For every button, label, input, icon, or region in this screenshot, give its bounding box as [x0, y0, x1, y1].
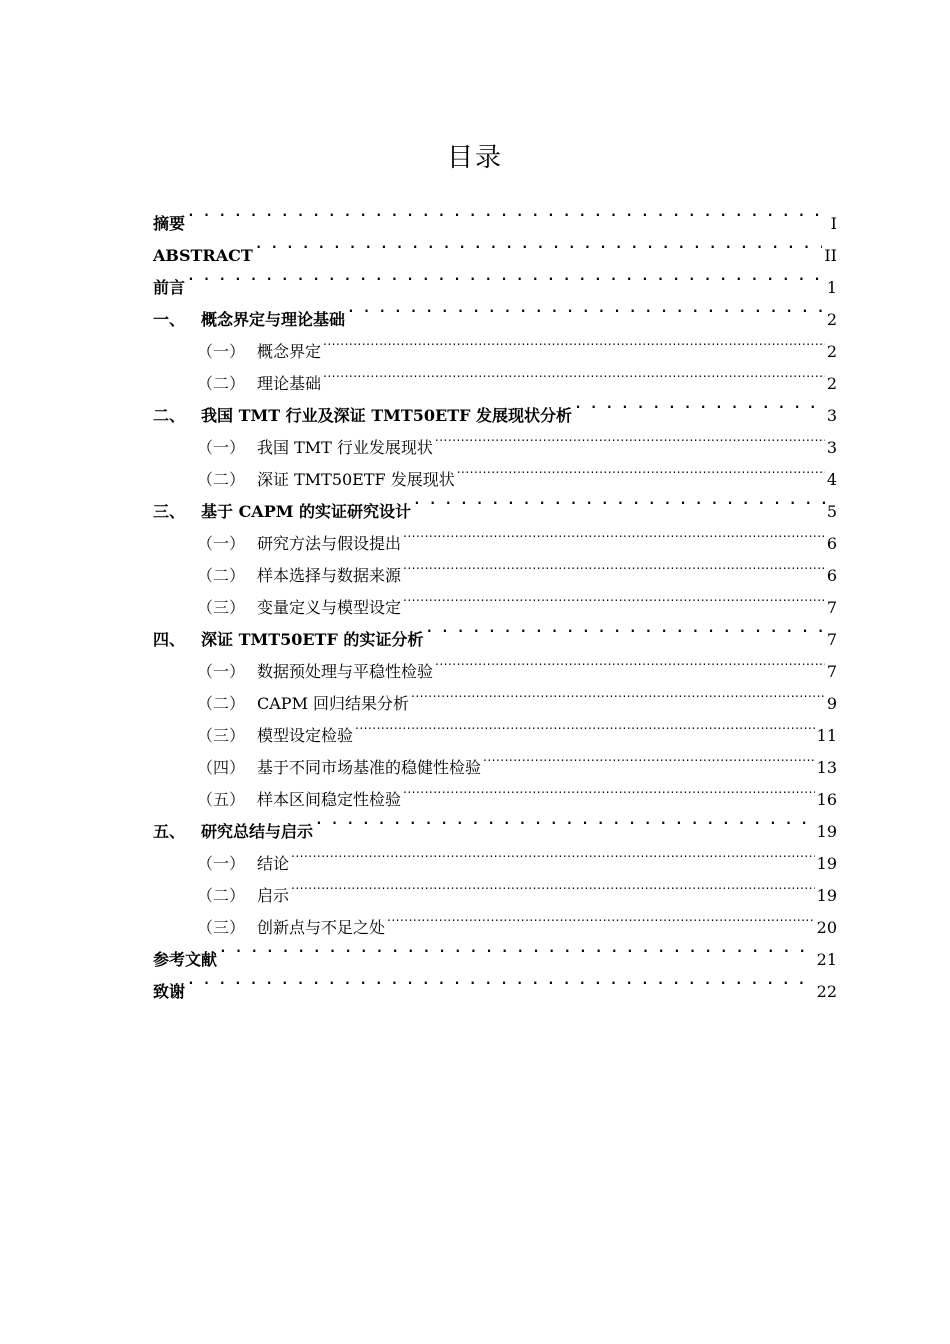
toc-dot-leader	[403, 549, 825, 581]
toc-entry-number: 五、	[153, 822, 186, 841]
toc-entry-number: （二）	[197, 374, 246, 393]
toc-entry-number: （二）	[197, 886, 246, 905]
toc-entry-page-number: 19	[816, 854, 837, 873]
toc-dot-leader	[255, 229, 823, 261]
toc-entry-page-number: 9	[826, 694, 837, 713]
toc-dot-leader	[483, 741, 815, 773]
toc-entry-page-number: 3	[826, 438, 837, 457]
toc-dot-leader	[323, 357, 825, 389]
toc-entry-page-number: II	[824, 246, 837, 265]
table-of-contents	[153, 197, 837, 1001]
toc-dot-leader	[315, 805, 815, 837]
toc-dot-leader	[403, 773, 815, 805]
toc-entry-label: 样本选择与数据来源	[257, 566, 402, 585]
toc-entry-number: （一）	[197, 342, 246, 361]
toc-entry-label: 前言	[153, 278, 186, 297]
toc-entry-page-number: 22	[816, 982, 837, 1001]
toc-dot-leader	[323, 325, 825, 357]
toc-entry-label: 摘要	[153, 214, 186, 233]
toc-entry-label: 模型设定检验	[257, 726, 354, 745]
toc-entry-label: 深证 TMT50ETF 的实证分析	[201, 630, 424, 649]
toc-entry-label: 深证 TMT50ETF 发展现状	[257, 470, 455, 489]
toc-entry-label: 创新点与不足之处	[257, 918, 386, 937]
toc-entry-page-number: 5	[826, 502, 837, 521]
toc-entry-label: 样本区间稳定性检验	[257, 790, 402, 809]
toc-entry-label: 我国 TMT 行业及深证 TMT50ETF 发展现状分析	[201, 406, 573, 425]
toc-entry-label: 变量定义与模型设定	[257, 598, 402, 617]
toc-entry-page-number: 3	[826, 406, 837, 425]
toc-entry-label: 理论基础	[257, 374, 322, 393]
toc-entry-page-number: 6	[826, 566, 837, 585]
toc-dot-leader	[435, 645, 825, 677]
toc-entry-label: 概念界定与理论基础	[201, 310, 346, 329]
toc-entry-number: （二）	[197, 470, 246, 489]
toc-entry-label: CAPM 回归结果分析	[257, 694, 410, 713]
toc-entry-label: 基于 CAPM 的实证研究设计	[201, 502, 412, 521]
toc-entry-label: 参考文献	[153, 950, 218, 969]
toc-entry-page-number: 6	[826, 534, 837, 553]
toc-entry-number: （一）	[197, 438, 246, 457]
toc-entry-page-number: 21	[816, 950, 837, 969]
toc-entry-page-number: 19	[816, 886, 837, 905]
toc-entry-number: （五）	[197, 790, 246, 809]
toc-dot-leader	[187, 261, 825, 293]
toc-entry[interactable]	[153, 933, 837, 969]
toc-dot-leader	[187, 965, 815, 997]
toc-entry[interactable]	[153, 261, 837, 297]
toc-entry-number: （四）	[197, 758, 246, 777]
toc-dot-leader	[413, 485, 825, 517]
toc-entry-page-number: 16	[816, 790, 837, 809]
toc-dot-leader	[403, 517, 825, 549]
toc-entry-number: （二）	[197, 566, 246, 585]
toc-entry-page-number: 11	[816, 726, 837, 745]
toc-entry-label: 结论	[257, 854, 290, 873]
toc-entry-number: 二、	[153, 406, 186, 425]
toc-entry-page-number: I	[830, 214, 837, 233]
toc-entry[interactable]	[153, 965, 837, 1001]
toc-entry-label: 研究总结与启示	[201, 822, 314, 841]
toc-entry-label: 研究方法与假设提出	[257, 534, 402, 553]
toc-dot-leader	[219, 933, 815, 965]
toc-entry-label: 启示	[257, 886, 290, 905]
toc-entry-number: （三）	[197, 726, 246, 745]
toc-dot-leader	[403, 581, 825, 613]
toc-entry-label: ABSTRACT	[153, 246, 253, 265]
toc-entry-number: （三）	[197, 598, 246, 617]
toc-entry-page-number: 19	[816, 822, 837, 841]
toc-entry[interactable]	[153, 229, 837, 265]
toc-dot-leader	[574, 389, 825, 421]
toc-dot-leader	[347, 293, 825, 325]
toc-dot-leader	[457, 453, 825, 485]
toc-entry-label: 基于不同市场基准的稳健性检验	[257, 758, 482, 777]
toc-entry-label: 概念界定	[257, 342, 322, 361]
toc-entry-page-number: 7	[826, 662, 837, 681]
toc-entry-page-number: 2	[826, 374, 837, 393]
toc-entry[interactable]	[153, 197, 837, 233]
toc-entry-number: （一）	[197, 534, 246, 553]
toc-entry-label: 数据预处理与平稳性检验	[257, 662, 434, 681]
toc-dot-leader	[187, 197, 829, 229]
toc-entry-number: 四、	[153, 630, 186, 649]
toc-entry-number: （二）	[197, 694, 246, 713]
toc-dot-leader	[425, 613, 824, 645]
toc-entry-page-number: 4	[826, 470, 837, 489]
toc-entry-page-number: 7	[826, 630, 837, 649]
toc-entry[interactable]	[153, 293, 837, 329]
toc-entry-number: （一）	[197, 854, 246, 873]
toc-dot-leader	[387, 901, 815, 933]
toc-entry-label: 我国 TMT 行业发展现状	[257, 438, 433, 457]
toc-entry-page-number: 2	[826, 342, 837, 361]
toc-entry-page-number: 1	[826, 278, 837, 297]
toc-entry-page-number: 20	[816, 918, 837, 937]
toc-entry-number: （三）	[197, 918, 246, 937]
toc-entry-number: （一）	[197, 662, 246, 681]
toc-entry-number: 一、	[153, 310, 186, 329]
toc-entry-label: 致谢	[153, 982, 186, 1001]
toc-dot-leader	[411, 677, 825, 709]
toc-dot-leader	[291, 869, 815, 901]
page-title: 目录	[446, 143, 503, 174]
toc-entry-page-number: 7	[826, 598, 837, 617]
toc-entry-number: 三、	[153, 502, 186, 521]
toc-dot-leader	[355, 709, 815, 741]
toc-entry-page-number: 2	[826, 310, 837, 329]
toc-dot-leader	[291, 837, 815, 869]
toc-dot-leader	[435, 421, 825, 453]
toc-entry-page-number: 13	[816, 758, 837, 777]
